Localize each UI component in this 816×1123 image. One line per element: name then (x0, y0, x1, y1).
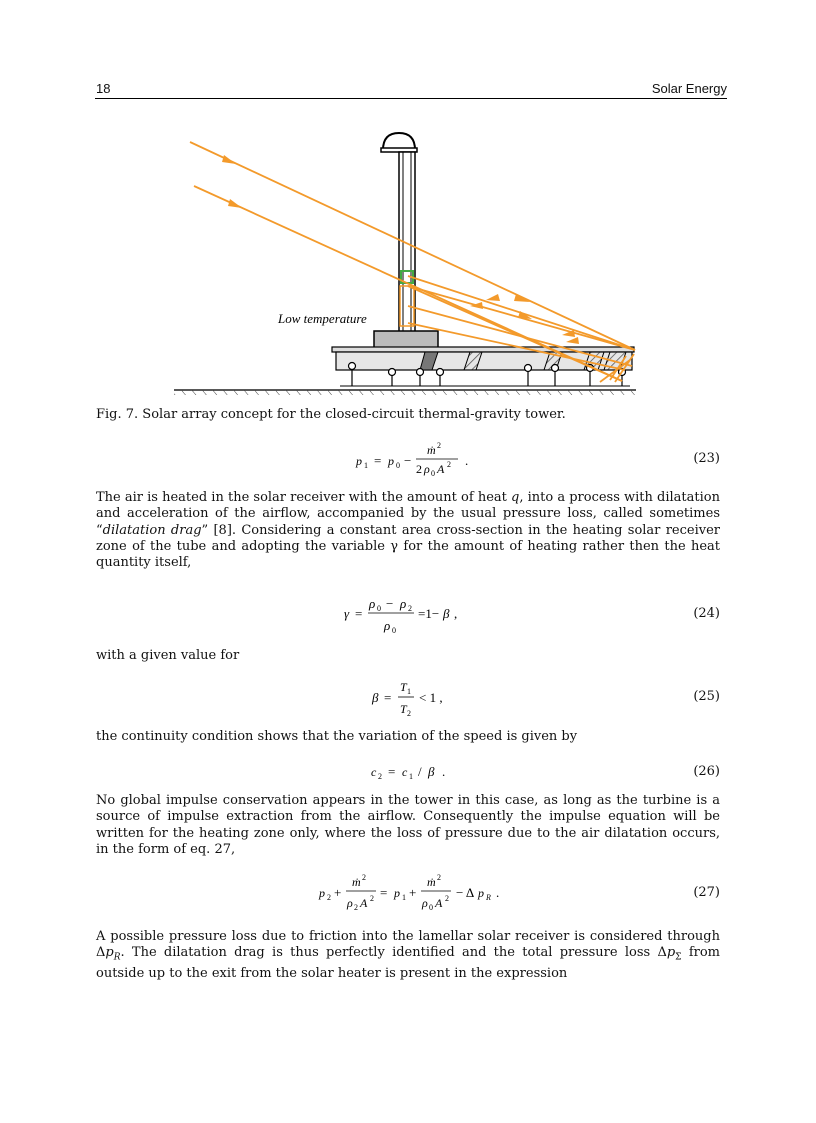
svg-text:ρ: ρ (400, 596, 407, 611)
svg-text:−: − (404, 453, 412, 468)
low-temperature-label: Low temperature (278, 311, 367, 326)
figure-7 (170, 128, 640, 400)
svg-text:ρ: ρ (384, 618, 391, 633)
svg-text:A: A (435, 896, 443, 910)
svg-text:/: / (418, 764, 422, 779)
svg-text:1: 1 (402, 893, 406, 902)
svg-text:2: 2 (437, 441, 441, 450)
figure-caption: Fig. 7. Solar array concept for the closed-circuit thermal-gravity tower. (96, 407, 566, 422)
running-title: Solar Energy (651, 81, 727, 96)
svg-text:ρ: ρ (369, 596, 376, 611)
svg-text:1: 1 (364, 461, 368, 470)
svg-text:ṁ: ṁ (352, 875, 361, 889)
svg-text:2: 2 (327, 893, 331, 902)
svg-text:=: = (388, 764, 396, 779)
paragraph-impulse: No global impulse conservation appears in the tower in this case, as long as the turbine is a source of impulse extraction from the airflow. Consequently the impulse equation will be written for the heating zone only, where the loss of pressure due to the air dilatation occurs, in the form of eq. 27, (96, 793, 720, 857)
svg-text:0: 0 (392, 626, 396, 635)
page-header (95, 80, 727, 99)
svg-text:c: c (402, 765, 408, 779)
equation-number: (24) (693, 606, 720, 621)
svg-text:.: . (442, 764, 446, 779)
svg-text:< 1 ,: < 1 , (419, 690, 443, 705)
svg-text:0: 0 (431, 469, 435, 478)
svg-text:ṁ: ṁ (427, 875, 436, 889)
svg-text:A: A (360, 896, 368, 910)
tower-tube (399, 152, 415, 332)
svg-text:=: = (380, 885, 388, 900)
svg-text:2: 2 (408, 604, 412, 613)
svg-text:T: T (400, 702, 407, 716)
equation-number: (23) (693, 451, 720, 466)
svg-text:γ: γ (344, 606, 350, 621)
svg-text:ρ: ρ (347, 896, 353, 910)
svg-text:−: − (386, 596, 394, 611)
svg-text:T: T (400, 680, 407, 694)
svg-text:p: p (478, 886, 484, 900)
svg-text:2: 2 (370, 894, 374, 903)
svg-text:1: 1 (409, 772, 413, 781)
svg-text:0: 0 (396, 461, 400, 470)
svg-text:,: , (454, 606, 458, 621)
svg-text:0: 0 (429, 903, 433, 912)
svg-text:=1−: =1− (418, 606, 440, 621)
svg-text:.: . (496, 885, 500, 900)
svg-text:R: R (486, 893, 491, 902)
page-number: 18 (96, 81, 111, 96)
svg-text:p: p (388, 454, 394, 468)
svg-text:β: β (443, 606, 450, 621)
svg-text:β: β (372, 690, 379, 705)
svg-text:− Δ: − Δ (456, 885, 475, 900)
svg-text:c: c (371, 765, 377, 779)
svg-text:=: = (384, 690, 392, 705)
svg-text:=: = (374, 453, 382, 468)
equation-25 (0, 678, 816, 722)
svg-text:2: 2 (416, 462, 422, 476)
equation-23 (0, 440, 816, 476)
svg-text:0: 0 (377, 604, 381, 613)
svg-text:p: p (394, 886, 400, 900)
svg-text:2: 2 (378, 772, 382, 781)
tower-cap (381, 133, 417, 152)
svg-text:2: 2 (362, 873, 366, 882)
equation-27 (0, 872, 816, 916)
svg-text:p: p (319, 886, 325, 900)
svg-text:p: p (356, 454, 362, 468)
svg-text:2: 2 (447, 460, 451, 469)
svg-text:2: 2 (354, 903, 358, 912)
svg-text:ṁ: ṁ (427, 443, 436, 457)
equation-24 (0, 594, 816, 638)
svg-text:.: . (465, 453, 469, 468)
paragraph-pressure-loss: A possible pressure loss due to friction into the lamellar solar receiver is considered through $\Delta p_R$. The dilatation drag is thus perfectly identified and the total pressure loss $\Delta p_\Sigma$ from outside up to the exit from the solar heater is present in the expression (96, 929, 721, 982)
svg-text:+: + (409, 885, 417, 900)
svg-text:1: 1 (407, 687, 411, 696)
svg-text:2: 2 (445, 894, 449, 903)
svg-text:ρ: ρ (424, 462, 430, 476)
ground (174, 390, 636, 395)
equation-26 (0, 760, 816, 784)
equation-number: (27) (693, 885, 720, 900)
svg-text:β: β (428, 764, 435, 779)
svg-text:2: 2 (407, 709, 411, 718)
svg-text:=: = (355, 606, 363, 621)
equation-number: (25) (693, 689, 720, 704)
svg-text:A: A (437, 462, 445, 476)
svg-text:ρ: ρ (422, 896, 428, 910)
svg-text:2: 2 (437, 873, 441, 882)
paragraph-given-value: with a given value for (96, 648, 240, 663)
tower-diagram (170, 128, 640, 400)
equation-number: (26) (693, 764, 720, 779)
paragraph-heating: The air is heated in the solar receiver with the amount of heat q, into a process with dilatation and acceleration of the airflow, accompanied by the usual pressure loss, called sometimes “dilatation drag” [8]. Considering a constant area cross-section in the heating solar receiver zone of the tube and adopting the variable γ for the amount of heating rather then the heat quantity itself, (96, 490, 721, 571)
paragraph-continuity: the continuity condition shows that the variation of the speed is given by (96, 729, 578, 744)
svg-text:+: + (334, 885, 342, 900)
